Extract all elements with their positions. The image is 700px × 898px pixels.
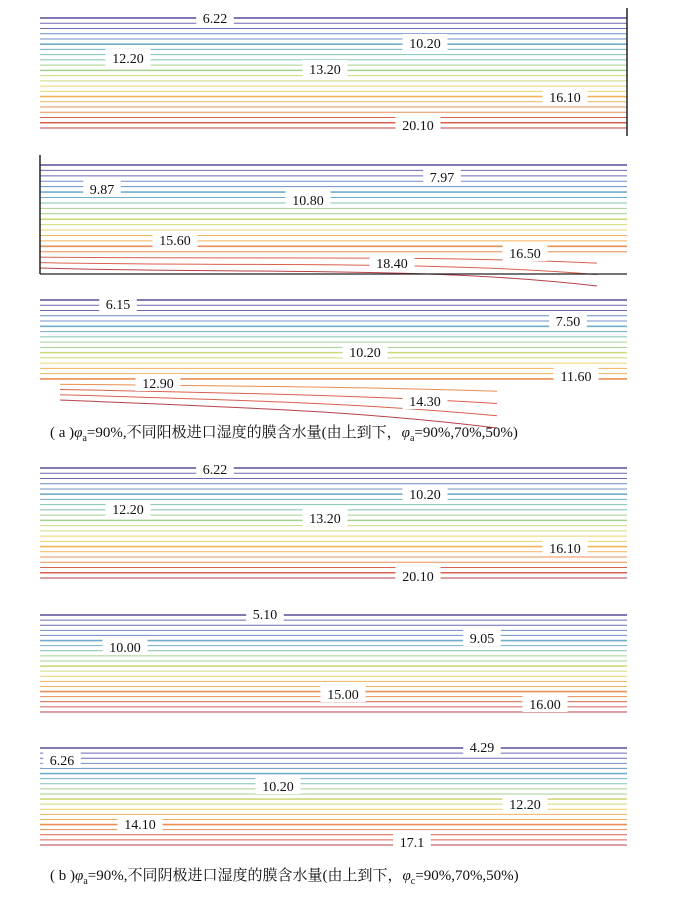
contour-label: 10.20	[409, 37, 441, 52]
contour-label: 14.30	[409, 395, 441, 410]
contour-label: 9.87	[89, 183, 115, 198]
contour-label: 10.20	[409, 488, 441, 503]
contour-label: 6.22	[202, 12, 228, 27]
contour-label: 7.97	[429, 171, 455, 186]
contour-label: 4.29	[469, 741, 495, 756]
contour-label: 11.60	[560, 370, 592, 385]
contour-label: 6.15	[105, 298, 131, 313]
contour-panel-5	[40, 605, 627, 713]
contour-label: 12.20	[112, 503, 144, 518]
contour-label: 6.26	[49, 754, 75, 769]
contour-label: 10.80	[292, 194, 324, 209]
contour-line	[60, 384, 497, 391]
contour-label: 7.50	[555, 315, 581, 330]
contour-label: 15.00	[327, 688, 359, 703]
caption-b: ( b )$\varphi_a=90\%$,不同阴极进口湿度的膜含水量(由上到下，$\varphi_c=90\%,70\%,50\%$)	[50, 868, 519, 887]
contour-panel-4	[40, 460, 627, 585]
contour-line	[40, 268, 597, 286]
contour-panel-2	[40, 155, 627, 286]
contour-label: 13.20	[309, 63, 341, 78]
contour-label: 12.20	[509, 798, 541, 813]
contour-label: 5.10	[252, 608, 278, 623]
contour-label: 12.90	[142, 377, 174, 392]
contour-label: 13.20	[309, 512, 341, 527]
contour-label: 18.40	[376, 257, 408, 272]
contour-label: 16.50	[509, 247, 541, 262]
contour-label: 16.10	[549, 542, 581, 557]
contour-label: 12.20	[112, 52, 144, 67]
contour-label: 10.00	[109, 641, 141, 656]
contour-label: 16.00	[529, 698, 561, 713]
contour-panel-3	[40, 295, 627, 428]
contour-panel-1	[40, 8, 627, 136]
contour-label: 20.10	[402, 119, 434, 134]
contour-label: 6.22	[202, 463, 228, 478]
contour-label: 10.20	[349, 346, 381, 361]
caption-a: ( a )$\varphi_a=90\%$,不同阳极进口湿度的膜含水量(由上到下，$\varphi_a=90\%,70\%,50\%$)	[50, 425, 518, 444]
contour-label: 9.05	[469, 632, 495, 647]
contour-label: 17.1	[399, 836, 425, 851]
contour-label: 14.10	[124, 818, 156, 833]
contour-label: 10.20	[262, 780, 294, 795]
contour-line	[40, 263, 597, 275]
contour-label: 15.60	[159, 234, 191, 249]
contour-label: 16.10	[549, 91, 581, 106]
contour-panel-6	[40, 738, 627, 851]
contour-label: 20.10	[402, 570, 434, 585]
